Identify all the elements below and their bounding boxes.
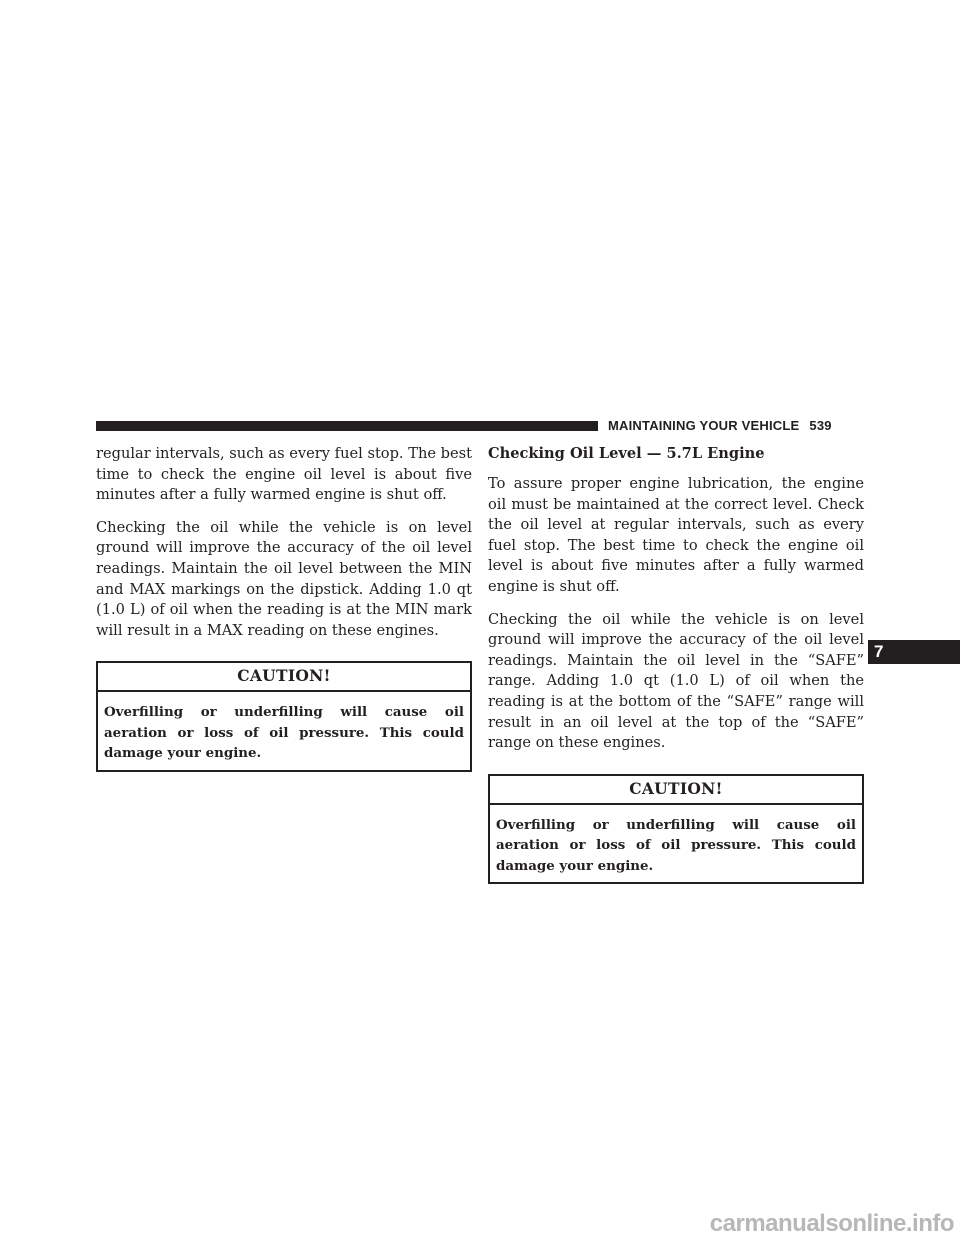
paragraph: regular intervals, such as every fuel stop. The best time to check the engine oil level is about five minutes after a fully warmed engine is shut off. <box>96 445 472 504</box>
paragraph: Checking the oil while the vehicle is on level ground will improve the accuracy of the oil level readings. Maintain the oil level between the MIN and MAX markings on the dipstick. Adding 1.0 qt (1.0 L) of oil when the reading is at the MIN mark will result in a MAX reading on these engines. <box>96 518 472 639</box>
section-title: MAINTAINING YOUR VEHICLE <box>608 418 800 433</box>
section-heading: Checking Oil Level — 5.7L Engine <box>488 445 765 462</box>
caution-title: CAUTION! <box>98 663 470 692</box>
watermark: carmanualsonline.info <box>709 1210 954 1237</box>
caution-text: Overfilling or underfilling will cause oil aeration or loss of oil pressure. This could damage your engine. <box>496 816 856 874</box>
page-number: 539 <box>809 418 832 433</box>
caution-box <box>488 774 864 885</box>
caution-title: CAUTION! <box>490 776 862 805</box>
chapter-tab: 7 <box>868 640 960 664</box>
caution-box <box>96 661 472 772</box>
right-column <box>488 444 864 884</box>
paragraph: To assure proper engine lubrication, the engine oil must be maintained at the correct level. Check the oil level at regular intervals, such as every fuel stop. The best time to check the engine oil level is about five minutes after a fully warmed engine is shut off. <box>488 475 864 595</box>
paragraph: Checking the oil while the vehicle is on level ground will improve the accuracy of the oil level readings. Maintain the oil level in the “SAFE” range. Adding 1.0 qt (1.0 L) of oil when the reading is at the bottom of the “SAFE” range will result in an oil level at the top of the “SAFE” range on these engines. <box>488 610 864 752</box>
caution-text: Overfilling or underfilling will cause oil aeration or loss of oil pressure. This could damage your engine. <box>104 704 464 762</box>
left-column <box>96 444 472 772</box>
header-rule <box>96 421 598 431</box>
running-header <box>608 418 832 433</box>
